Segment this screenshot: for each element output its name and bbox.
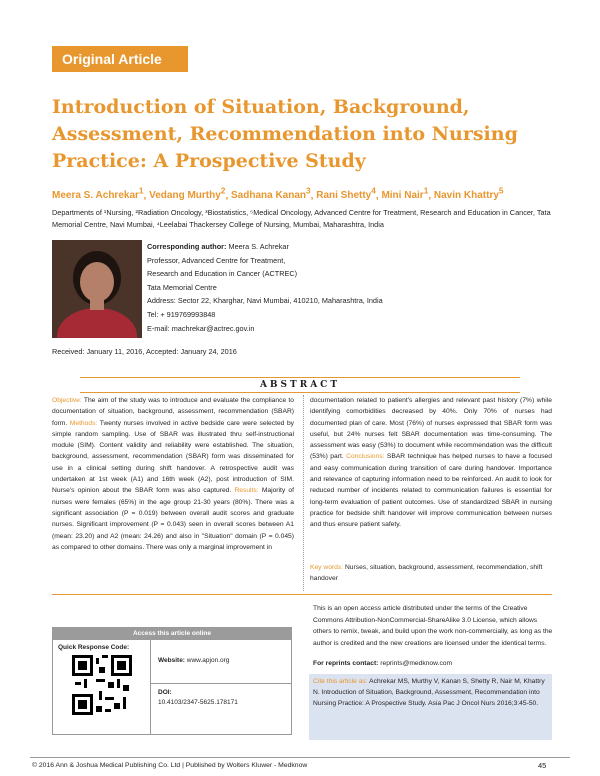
keywords-text: Nurses, situation, background, assessment, recommendation, shift handover (310, 564, 543, 583)
author-3[interactable]: Sadhana Kanan$^3$ (231, 186, 311, 202)
reprints-label: For reprints contact: (313, 660, 379, 667)
corr-line: Tata Memorial Centre (147, 282, 217, 292)
website-row (158, 657, 229, 664)
article-type-badge: Original Article (52, 46, 188, 72)
website-label: Website: (158, 657, 185, 664)
objective-label: Objective: (52, 397, 82, 404)
author-4[interactable]: Rani Shetty$^4$ (316, 186, 376, 202)
author-photo (52, 240, 142, 338)
reprints-row (313, 660, 452, 667)
corr-line: Research and Education in Cancer (ACTREC) (147, 269, 298, 279)
author-6[interactable]: Navin Khattry$^5$ (433, 186, 504, 202)
doi-label: DOI: (158, 689, 172, 696)
corr-label: Corresponding author: (147, 242, 227, 251)
column-divider (303, 395, 304, 591)
correspondence-block (147, 240, 467, 335)
page-number: 45 (538, 761, 547, 770)
methods-label: Methods: (69, 419, 98, 427)
author-5[interactable]: Mini Nair$^1$ (381, 186, 429, 202)
abstract-right-column (310, 395, 552, 531)
author-1[interactable]: Meera S. Achrekar$^1$ (52, 186, 144, 202)
keywords (310, 562, 552, 585)
corr-phone: Tel: + 919769993848 (147, 309, 216, 319)
corr-line: Professor, Advanced Centre for Treatment, (147, 255, 286, 265)
results-label: Results: (234, 487, 259, 495)
author-2[interactable]: Vedang Murthy$^2$ (149, 186, 226, 202)
abstract-heading: ABSTRACT (259, 380, 341, 390)
access-divider (150, 640, 151, 735)
abstract-header (80, 377, 520, 393)
abstract-left-column (52, 395, 294, 553)
access-hr (150, 683, 291, 684)
citation-box (309, 674, 552, 740)
website-link[interactable]: www.apjon.org (186, 657, 230, 664)
results-text: Majority of nurses were females (65%) in the age group 21-30 years (80%). There was a significant association (P = 0.019) between overall audit scores and graduate nurses. Significant improvement (P = 0.043) seen in overall scores between A1 (mean: 23.20) and A2 (mean: 24.26) and also in "Situation" domain (P = 0.045) as compared to other domains. There was only a marginal improvement in (52, 487, 294, 551)
author-list: Meera S. Achrekar$^1$, Vedang Murthy$^2$, Sadhana Kanan$^3$, Rani Shetty$^4$, Mini Nair$^1$, Navin Khattry$^5$ (52, 186, 504, 202)
open-access-notice: This is an open access article distributed under the terms of the Creative Commons Attribution-NonCommercial-ShareAlike 3.0 License, which allows others to remix, tweak, and build upon the work non-commercially, as long as the author is credited and the new creations are licensed under the identical terms. (313, 605, 553, 647)
objective-text: The aim of the study was to introduce and evaluate the compliance to documentation of situation, background, assessment, recommendation (SBAR) form. (52, 397, 294, 427)
conclusions-label: Conclusions: (346, 453, 385, 461)
corr-address: Address: Sector 22, Kharghar, Navi Mumbai, 410210, Maharashtra, India (147, 296, 383, 306)
qr-label: Quick Response Code: (58, 644, 130, 651)
section-divider (52, 594, 552, 595)
affiliations: Departments of ¹Nursing, ²Radiation Oncology, ³Biostatistics, ⁵Medical Oncology, Advanced Centre for Treatment, Research and Education in Cancer, Tata Memorial Centre, Navi Mumbai, ⁴Leelabai Thackersey College of Nursing, Mumbai, Maharashtra, India (52, 208, 551, 229)
access-heading: Access this article online (53, 628, 291, 640)
qr-code-icon[interactable] (72, 655, 132, 715)
methods-text: Twenty nurses involved in active bedside care were selected by simple random sampling. Use of SBAR was illustrated thru self-instructional module (SIM). Content validity and reliability were established. The situation, background, assessment, recommendation (SBAR) form was disseminated for use in a clinical setting during shift handover. A retrospective audit was undertaken at 1st week (A1) and 16th week (A2), post introduction of SIM. Nurse's opinion about the SBAR form was also captured. (52, 419, 295, 495)
corr-name: Meera S. Achrekar (228, 242, 289, 251)
conclusions-text: SBAR technique has helped nurses to have a focused and easy communication during transition of care during handover. Importance and relevance of capturing information need to be reinforced. An audit to look for reduced number of incidents related to communication failures is essential for long-term evaluation of patient outcomes. Use of standardized SBAR in nursing practice for bedside shift handover will improve communication between nurses and thus ensure patient safety. (310, 453, 552, 529)
corr-email[interactable]: E-mail: machrekar@actrec.gov.in (147, 323, 255, 333)
keywords-label: Key words: (310, 564, 344, 571)
footer-copyright: © 2016 Ann & Joshua Medical Publishing Co. Ltd | Published by Wolters Kluwer - Medknow (32, 762, 308, 769)
doi-link[interactable]: 10.4103/2347-5625.178171 (158, 699, 238, 706)
results-text-cont: documentation related to patient's allergies and relevant past history (7%) while identifying comorbidities decreased by 40%. Only 70% of nurses had documented plan of care. Most (76%) of nurses expressed that SBAR form was useful, but 24% nurses felt SBAR documentation was time-consuming. The assessment was easy (53%) to document while recommendation was the difficult (53%) part. (310, 397, 552, 461)
article-title: Introduction of Situation, Background, Assessment, Recommendation into Nursing Practice: A Prospective Study (52, 96, 518, 172)
reprints-email[interactable]: reprints@medknow.com (380, 660, 453, 667)
footer-rule (30, 757, 570, 758)
cite-text: Achrekar MS, Murthy V, Kanan S, Shetty R, Nair M, Khattry N. Introduction of Situation, Background, Assessment, Recommendation into Nursing Practice: A Prospective Study. Asia Pac J Oncol Nurs 2016;3:45-50. (313, 678, 545, 707)
cite-label: Cite this article as: (313, 678, 368, 685)
received-dates: Received: January 11, 2016, Accepted: January 24, 2016 (52, 347, 237, 356)
